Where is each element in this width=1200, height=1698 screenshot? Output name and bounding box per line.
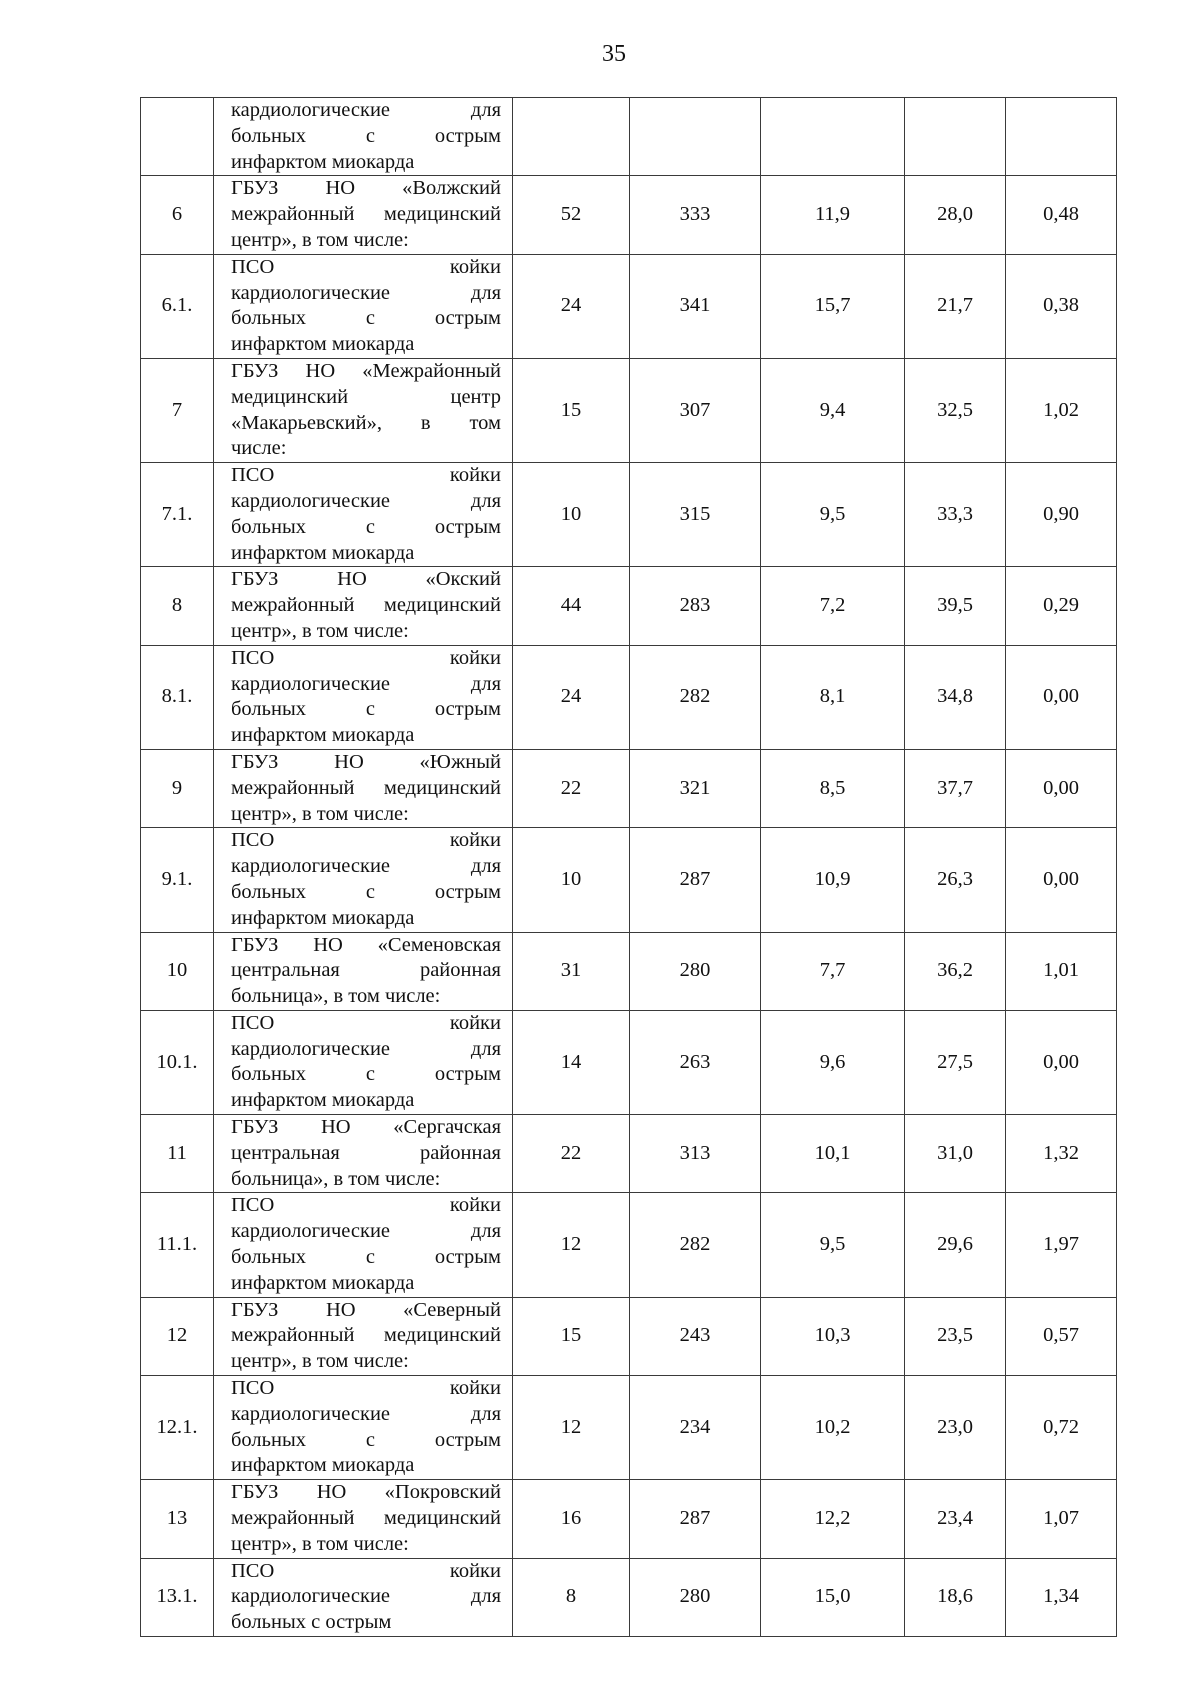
table-row xyxy=(141,98,1117,176)
name-line: межрайонный медицинский xyxy=(231,203,501,226)
value-cell-col-2: 307 xyxy=(630,358,761,462)
row-number-cell: 8 xyxy=(141,567,214,645)
table-row xyxy=(141,1297,1117,1375)
name-line: больных с острым xyxy=(231,1063,501,1086)
name-line: центральная районная xyxy=(231,1141,501,1164)
value-cell-col-3: 15,7 xyxy=(761,254,905,358)
value-cell-col-5: 0,38 xyxy=(1006,254,1117,358)
name-line: больных с острым xyxy=(231,515,501,538)
value-cell-col-4: 23,0 xyxy=(905,1376,1006,1480)
value-cell-col-2: 282 xyxy=(630,645,761,749)
name-line: ПСО койки xyxy=(231,1011,501,1034)
name-line: инфарктом миокарда xyxy=(231,1454,415,1477)
institution-name-cell xyxy=(214,932,513,1010)
name-line: ГБУЗ НО «Межрайонный xyxy=(231,359,501,382)
row-number-cell: 8.1. xyxy=(141,645,214,749)
value-cell-col-1: 15 xyxy=(513,1297,630,1375)
row-number-cell: 11 xyxy=(141,1115,214,1193)
value-cell-col-2: 321 xyxy=(630,749,761,827)
table-row xyxy=(141,463,1117,567)
value-cell-col-5: 1,32 xyxy=(1006,1115,1117,1193)
value-cell-col-5: 0,90 xyxy=(1006,463,1117,567)
table-row xyxy=(141,1010,1117,1114)
value-cell-col-4: 34,8 xyxy=(905,645,1006,749)
value-cell-col-3: 7,2 xyxy=(761,567,905,645)
statistics-table xyxy=(140,97,1117,1637)
value-cell-col-2: 287 xyxy=(630,1480,761,1558)
value-cell-col-4: 31,0 xyxy=(905,1115,1006,1193)
value-cell-col-3: 10,1 xyxy=(761,1115,905,1193)
name-line: числе: xyxy=(231,437,287,460)
name-line: центр», в том числе: xyxy=(231,1350,409,1373)
value-cell-col-2: 263 xyxy=(630,1010,761,1114)
institution-name-cell xyxy=(214,749,513,827)
value-cell-col-1: 8 xyxy=(513,1558,630,1636)
value-cell-col-5 xyxy=(1006,98,1117,176)
value-cell-col-1: 22 xyxy=(513,749,630,827)
value-cell-col-1: 44 xyxy=(513,567,630,645)
name-line: кардиологические для xyxy=(231,281,501,304)
row-number-cell: 13 xyxy=(141,1480,214,1558)
value-cell-col-1: 52 xyxy=(513,176,630,254)
value-cell-col-2: 280 xyxy=(630,932,761,1010)
name-line: больных с острым xyxy=(231,698,501,721)
name-line: медицинский центр xyxy=(231,385,501,408)
value-cell-col-5: 0,57 xyxy=(1006,1297,1117,1375)
name-line: инфарктом миокарда xyxy=(231,333,415,356)
row-number-cell: 10.1. xyxy=(141,1010,214,1114)
value-cell-col-4: 28,0 xyxy=(905,176,1006,254)
value-cell-col-5: 0,00 xyxy=(1006,828,1117,932)
table-body xyxy=(141,98,1117,1637)
value-cell-col-3: 9,5 xyxy=(761,1193,905,1297)
name-line: ГБУЗ НО «Северный xyxy=(231,1298,501,1321)
value-cell-col-1: 15 xyxy=(513,358,630,462)
value-cell-col-4: 36,2 xyxy=(905,932,1006,1010)
value-cell-col-3: 8,5 xyxy=(761,749,905,827)
value-cell-col-2: 313 xyxy=(630,1115,761,1193)
name-line: ПСО койки xyxy=(231,464,501,487)
value-cell-col-3: 9,6 xyxy=(761,1010,905,1114)
table-row xyxy=(141,828,1117,932)
institution-name-cell xyxy=(214,463,513,567)
value-cell-col-5: 0,00 xyxy=(1006,1010,1117,1114)
value-cell-col-2: 341 xyxy=(630,254,761,358)
value-cell-col-3: 8,1 xyxy=(761,645,905,749)
name-line: инфарктом миокарда xyxy=(231,541,415,564)
page-number: 35 xyxy=(602,41,626,67)
name-line: ГБУЗ НО «Сергачская xyxy=(231,1116,501,1139)
value-cell-col-2: 333 xyxy=(630,176,761,254)
name-line: инфарктом миокарда xyxy=(231,150,415,173)
name-line: центр», в том числе: xyxy=(231,228,409,251)
value-cell-col-3: 10,9 xyxy=(761,828,905,932)
institution-name-cell xyxy=(214,1558,513,1636)
table-row xyxy=(141,1376,1117,1480)
value-cell-col-4: 23,5 xyxy=(905,1297,1006,1375)
row-number-cell: 9 xyxy=(141,749,214,827)
name-line: кардиологические для xyxy=(231,1585,501,1608)
name-line: «Макарьевский», в том xyxy=(231,411,501,434)
name-line: ГБУЗ НО «Южный xyxy=(231,750,501,773)
table-row xyxy=(141,1480,1117,1558)
institution-name-cell xyxy=(214,828,513,932)
name-line: кардиологические для xyxy=(231,672,501,695)
name-line: ПСО койки xyxy=(231,255,501,278)
name-line: межрайонный медицинский xyxy=(231,776,501,799)
value-cell-col-4: 29,6 xyxy=(905,1193,1006,1297)
value-cell-col-1: 10 xyxy=(513,828,630,932)
value-cell-col-1: 24 xyxy=(513,645,630,749)
name-line: больница», в том числе: xyxy=(231,985,441,1008)
value-cell-col-4: 37,7 xyxy=(905,749,1006,827)
value-cell-col-3: 10,2 xyxy=(761,1376,905,1480)
name-line: центральная районная xyxy=(231,959,501,982)
table-row xyxy=(141,645,1117,749)
name-line: ГБУЗ НО «Покровский xyxy=(231,1481,501,1504)
value-cell-col-5: 1,34 xyxy=(1006,1558,1117,1636)
value-cell-col-1: 22 xyxy=(513,1115,630,1193)
name-line: кардиологические для xyxy=(231,1402,501,1425)
value-cell-col-4: 21,7 xyxy=(905,254,1006,358)
value-cell-col-4: 23,4 xyxy=(905,1480,1006,1558)
value-cell-col-5: 0,72 xyxy=(1006,1376,1117,1480)
row-number-cell: 10 xyxy=(141,932,214,1010)
name-line: больница», в том числе: xyxy=(231,1167,441,1190)
value-cell-col-2: 234 xyxy=(630,1376,761,1480)
value-cell-col-4: 39,5 xyxy=(905,567,1006,645)
institution-name-cell xyxy=(214,1010,513,1114)
name-line: ПСО койки xyxy=(231,1194,501,1217)
name-line: ПСО койки xyxy=(231,1377,501,1400)
value-cell-col-1: 31 xyxy=(513,932,630,1010)
value-cell-col-3: 9,5 xyxy=(761,463,905,567)
value-cell-col-3: 12,2 xyxy=(761,1480,905,1558)
name-line: инфарктом миокарда xyxy=(231,906,415,929)
name-line: инфарктом миокарда xyxy=(231,724,415,747)
value-cell-col-5: 0,00 xyxy=(1006,749,1117,827)
name-line: ПСО койки xyxy=(231,1559,501,1582)
name-line: кардиологические для xyxy=(231,1037,501,1060)
value-cell-col-1: 12 xyxy=(513,1376,630,1480)
value-cell-col-4 xyxy=(905,98,1006,176)
value-cell-col-3: 9,4 xyxy=(761,358,905,462)
institution-name-cell xyxy=(214,1193,513,1297)
name-line: кардиологические для xyxy=(231,489,501,512)
row-number-cell: 11.1. xyxy=(141,1193,214,1297)
value-cell-col-5: 1,01 xyxy=(1006,932,1117,1010)
value-cell-col-1: 14 xyxy=(513,1010,630,1114)
name-line: центр», в том числе: xyxy=(231,802,409,825)
name-line: межрайонный медицинский xyxy=(231,1507,501,1530)
value-cell-col-5: 0,00 xyxy=(1006,645,1117,749)
row-number-cell: 6.1. xyxy=(141,254,214,358)
value-cell-col-3: 7,7 xyxy=(761,932,905,1010)
name-line: ПСО койки xyxy=(231,646,501,669)
value-cell-col-1: 16 xyxy=(513,1480,630,1558)
value-cell-col-5: 1,97 xyxy=(1006,1193,1117,1297)
row-number-cell: 6 xyxy=(141,176,214,254)
value-cell-col-5: 0,48 xyxy=(1006,176,1117,254)
name-line: инфарктом миокарда xyxy=(231,1271,415,1294)
institution-name-cell xyxy=(214,98,513,176)
value-cell-col-1: 12 xyxy=(513,1193,630,1297)
value-cell-col-3: 11,9 xyxy=(761,176,905,254)
name-line: межрайонный медицинский xyxy=(231,1324,501,1347)
name-line: ГБУЗ НО «Волжский xyxy=(231,177,501,200)
row-number-cell: 12 xyxy=(141,1297,214,1375)
value-cell-col-3: 10,3 xyxy=(761,1297,905,1375)
name-line: ГБУЗ НО «Семеновская xyxy=(231,933,501,956)
table-row xyxy=(141,358,1117,462)
institution-name-cell xyxy=(214,1376,513,1480)
table-row xyxy=(141,1558,1117,1636)
table-row xyxy=(141,932,1117,1010)
name-line: кардиологические для xyxy=(231,855,501,878)
name-line: больных с острым xyxy=(231,1611,392,1634)
table-row xyxy=(141,1193,1117,1297)
value-cell-col-1 xyxy=(513,98,630,176)
name-line: центр», в том числе: xyxy=(231,619,409,642)
name-line: больных с острым xyxy=(231,1428,501,1451)
name-line: ПСО койки xyxy=(231,829,501,852)
institution-name-cell xyxy=(214,358,513,462)
value-cell-col-2 xyxy=(630,98,761,176)
institution-name-cell xyxy=(214,567,513,645)
institution-name-cell xyxy=(214,1297,513,1375)
table-row xyxy=(141,254,1117,358)
institution-name-cell xyxy=(214,254,513,358)
row-number-cell: 9.1. xyxy=(141,828,214,932)
value-cell-col-5: 1,02 xyxy=(1006,358,1117,462)
value-cell-col-2: 280 xyxy=(630,1558,761,1636)
name-line: больных с острым xyxy=(231,307,501,330)
value-cell-col-4: 18,6 xyxy=(905,1558,1006,1636)
name-line: ГБУЗ НО «Окский xyxy=(231,568,501,591)
name-line: центр», в том числе: xyxy=(231,1532,409,1555)
value-cell-col-4: 32,5 xyxy=(905,358,1006,462)
name-line: кардиологические для xyxy=(231,1220,501,1243)
value-cell-col-2: 315 xyxy=(630,463,761,567)
value-cell-col-1: 10 xyxy=(513,463,630,567)
value-cell-col-2: 243 xyxy=(630,1297,761,1375)
value-cell-col-2: 287 xyxy=(630,828,761,932)
value-cell-col-2: 282 xyxy=(630,1193,761,1297)
name-line: кардиологические для xyxy=(231,99,501,121)
table-row xyxy=(141,1115,1117,1193)
institution-name-cell xyxy=(214,1115,513,1193)
value-cell-col-2: 283 xyxy=(630,567,761,645)
value-cell-col-4: 26,3 xyxy=(905,828,1006,932)
name-line: инфарктом миокарда xyxy=(231,1089,415,1112)
institution-name-cell xyxy=(214,1480,513,1558)
value-cell-col-3: 15,0 xyxy=(761,1558,905,1636)
table-row xyxy=(141,749,1117,827)
value-cell-col-5: 1,07 xyxy=(1006,1480,1117,1558)
row-number-cell xyxy=(141,98,214,176)
name-line: больных с острым xyxy=(231,124,501,147)
row-number-cell: 7 xyxy=(141,358,214,462)
value-cell-col-3 xyxy=(761,98,905,176)
row-number-cell: 7.1. xyxy=(141,463,214,567)
name-line: больных с острым xyxy=(231,1246,501,1269)
institution-name-cell xyxy=(214,645,513,749)
row-number-cell: 13.1. xyxy=(141,1558,214,1636)
value-cell-col-4: 33,3 xyxy=(905,463,1006,567)
value-cell-col-4: 27,5 xyxy=(905,1010,1006,1114)
table-row xyxy=(141,176,1117,254)
value-cell-col-5: 0,29 xyxy=(1006,567,1117,645)
value-cell-col-1: 24 xyxy=(513,254,630,358)
name-line: межрайонный медицинский xyxy=(231,594,501,617)
name-line: больных с острым xyxy=(231,880,501,903)
institution-name-cell xyxy=(214,176,513,254)
row-number-cell: 12.1. xyxy=(141,1376,214,1480)
table-row xyxy=(141,567,1117,645)
